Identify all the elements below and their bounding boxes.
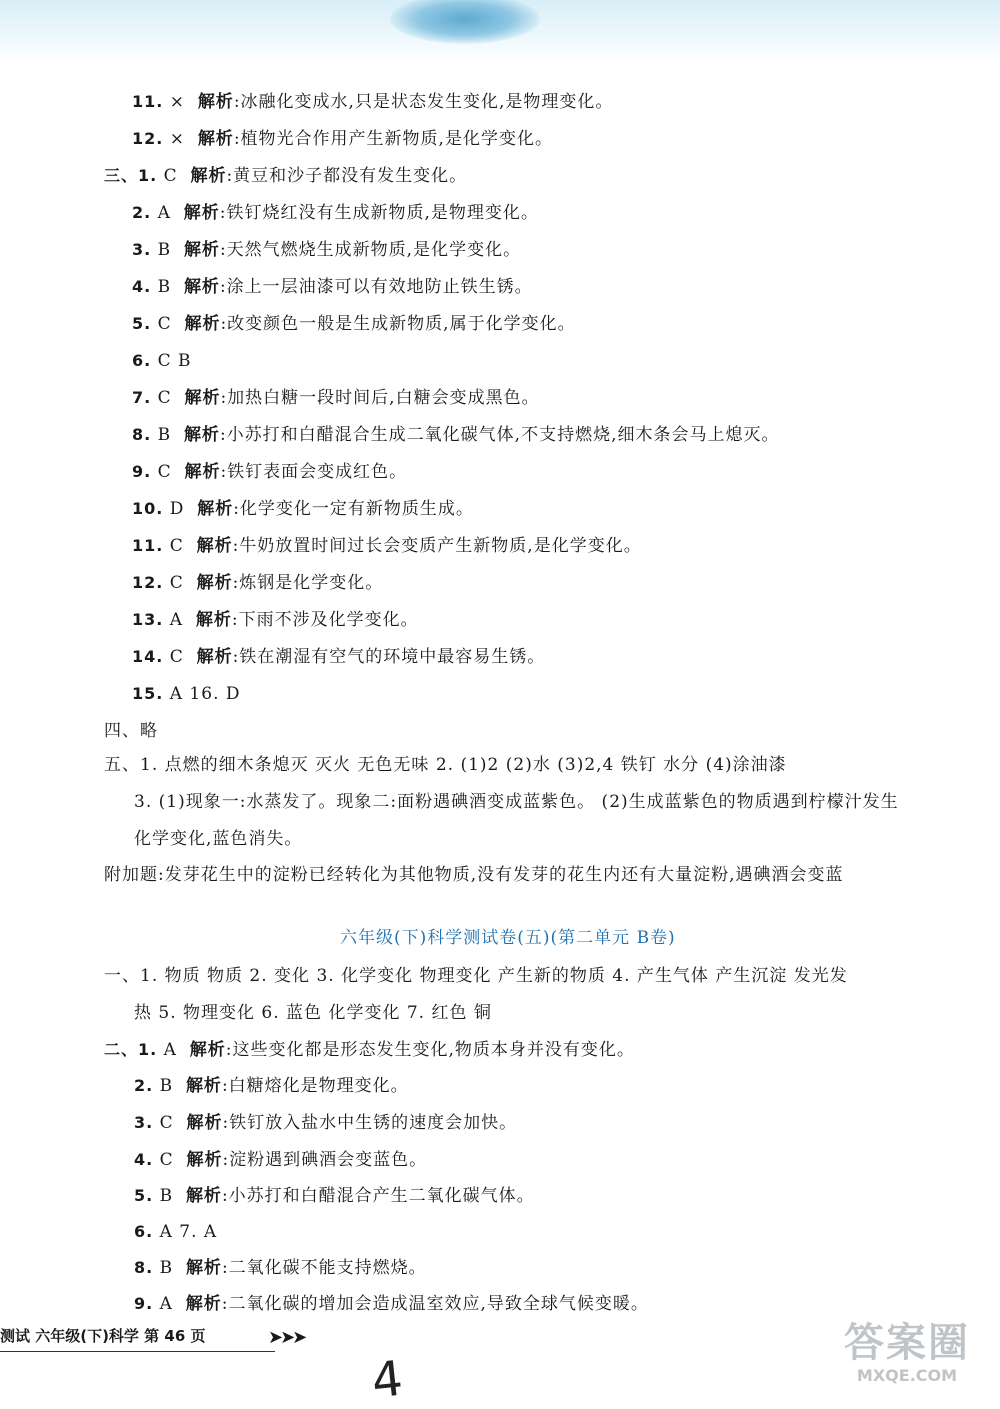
answer: A 7. A [159,1222,218,1242]
analysis-label: 解析 [186,1150,223,1170]
answer-line [134,1112,517,1134]
answer-line [104,1039,635,1061]
question-number: 14. [132,647,164,666]
page-footer [0,1325,320,1349]
answer-line [132,498,474,520]
answer: B [159,1186,174,1206]
question-number: 2. [132,203,152,222]
answer-line [132,387,540,409]
answer-line [134,1293,649,1315]
answer: × [169,129,185,149]
analysis-text: :天然气燃烧生成新物质,是化学变化。 [219,240,522,260]
answer-line [132,128,553,150]
question-number: 10. [132,499,164,518]
answer-line [132,683,241,705]
analysis-text: :植物光合作用产生新物质,是化学变化。 [233,129,553,149]
question-number: 5. [132,314,152,333]
question-number: 5. [134,1186,154,1205]
answer: B [157,425,172,445]
analysis-text: :改变颜色一般是生成新物质,属于化学变化。 [220,314,576,334]
footer-rule [0,1351,275,1352]
analysis-label: 解析 [197,92,234,112]
analysis-text: :二氧化碳不能支持燃烧。 [221,1258,427,1278]
question-number: 6. [132,351,152,370]
answer: C [169,647,184,667]
answer-line [132,350,192,372]
answer-line [132,646,545,668]
analysis-text: :加热白糖一段时间后,白糖会变成黑色。 [220,388,540,408]
answer-line [104,165,467,187]
watermark-domain: MXQE.COM [856,1366,958,1385]
answer: C [159,1150,174,1170]
answer: × [169,92,185,112]
section-five-line-2: 3. (1)现象一:水蒸发了。现象二:面粉遇碘酒变成蓝紫色。 (2)生成蓝紫色的物质遇到柠檬汁发生 [134,792,899,812]
analysis-text: :小苏打和白醋混合产生二氧化碳气体。 [221,1186,535,1206]
answer-line [132,239,521,261]
analysis-label: 解析 [190,166,227,186]
analysis-text: :炼钢是化学变化。 [232,573,384,593]
answer: A [163,1040,177,1060]
question-number: 12. [132,129,164,148]
question-number: 2. [134,1076,154,1095]
answer: A 16. D [169,684,241,704]
answer: C [157,388,172,408]
question-number: 二、1. [104,1040,158,1059]
analysis-text: :铁在潮湿有空气的环境中最容易生锈。 [232,647,546,667]
answer: D [169,499,185,519]
question-number: 9. [132,462,152,481]
handwritten-mark: 4 [369,1350,406,1409]
analysis-text: :铁钉烧红没有生成新物质,是物理变化。 [219,203,539,223]
answer-line [132,461,407,483]
question-number: 三、1. [104,166,158,185]
answer-line [132,91,613,113]
answer-line [132,276,533,298]
answer: C [169,536,184,556]
analysis-text: :淀粉遇到碘酒会变蓝色。 [222,1150,428,1170]
footer-text: 测试 六年级(下)科学 第 46 页 [0,1327,206,1345]
answer-line [134,1185,535,1207]
analysis-text: :涂上一层油漆可以有效地防止铁生锈。 [219,277,533,297]
analysis-text: :小苏打和白醋混合生成二氧化碳气体,不支持燃烧,细木条会马上熄灭。 [219,425,780,445]
part-one-line-1: 一、1. 物质 物质 2. 变化 3. 化学变化 物理变化 产生新的物质 4. 产生气体 产生沉淀 发光发 [104,966,848,986]
question-number: 8. [134,1258,154,1277]
analysis-text: :化学变化一定有新物质生成。 [233,499,474,519]
analysis-text: :牛奶放置时间过长会变质产生新物质,是化学变化。 [232,536,642,556]
analysis-text: :铁钉放入盐水中生锈的速度会加快。 [222,1113,518,1133]
answer-line [134,1149,427,1171]
question-number: 9. [134,1294,154,1313]
watermark-text: 答案圈 [844,1320,970,1366]
answer-line [134,1221,217,1243]
analysis-label: 解析 [183,425,220,445]
question-number: 13. [132,610,164,629]
answer: B [159,1076,174,1096]
answer: C [157,462,172,482]
bonus-question: 附加题:发芽花生中的淀粉已经转化为其他物质,没有发芽的花生内还有大量淀粉,遇碘酒会变蓝 [104,865,844,885]
analysis-label: 解析 [189,1040,226,1060]
watermark-logo [822,1320,992,1400]
question-number: 8. [132,425,152,444]
section-five-line-3: 化学变化,蓝色消失。 [134,829,303,849]
top-decoration-band [0,0,1000,62]
answer-line [132,313,576,335]
question-number: 15. [132,684,164,703]
analysis-text: :这些变化都是形态发生变化,物质本身并没有变化。 [225,1040,635,1060]
analysis-text: :二氧化碳的增加会造成温室效应,导致全球气候变暖。 [221,1294,649,1314]
analysis-label: 解析 [183,240,220,260]
analysis-label: 解析 [196,573,233,593]
question-number: 3. [134,1113,154,1132]
answer: C [163,166,178,186]
analysis-label: 解析 [184,388,221,408]
analysis-label: 解析 [185,1076,222,1096]
answer-line [132,202,539,224]
analysis-label: 解析 [196,647,233,667]
analysis-label: 解析 [197,499,234,519]
analysis-label: 解析 [183,277,220,297]
section-title: 六年级(下)科学测试卷(五)(第二单元 B卷) [340,928,676,948]
analysis-label: 解析 [185,1186,222,1206]
analysis-label: 解析 [186,1113,223,1133]
answer: B [157,277,172,297]
analysis-text: :下雨不涉及化学变化。 [231,610,419,630]
question-number: 11. [132,536,164,555]
analysis-label: 解析 [197,129,234,149]
analysis-label: 解析 [196,536,233,556]
question-number: 6. [134,1222,154,1241]
question-number: 3. [132,240,152,259]
answer: C [159,1113,174,1133]
answer: C [157,314,172,334]
analysis-label: 解析 [183,203,220,223]
answer-line [134,1075,409,1097]
analysis-label: 解析 [185,1294,222,1314]
answer: B [159,1258,174,1278]
section-four: 四、略 [104,721,158,741]
answer-line [134,1257,427,1279]
answer: A [169,610,184,630]
analysis-label: 解析 [184,314,221,334]
analysis-text: :黄豆和沙子都没有发生变化。 [226,166,468,186]
answer: C [169,573,184,593]
answer: B [157,240,172,260]
part-one-line-2: 热 5. 物理变化 6. 蓝色 化学变化 7. 红色 铜 [134,1003,492,1023]
watercolor-splash [390,0,540,44]
analysis-text: :冰融化变成水,只是状态发生变化,是物理变化。 [233,92,614,112]
analysis-label: 解析 [185,1258,222,1278]
arrow-icon: ➤➤➤ [268,1327,305,1348]
answer: A [159,1294,173,1314]
question-number: 4. [132,277,152,296]
analysis-label: 解析 [195,610,232,630]
analysis-text: :白糖熔化是物理变化。 [221,1076,409,1096]
answer-line [132,609,419,631]
answer-line [132,424,779,446]
question-number: 4. [134,1150,154,1169]
answer: C B [157,351,192,371]
section-five-line-1: 五、1. 点燃的细木条熄灭 灭火 无色无味 2. (1)2 (2)水 (3)2,4 铁钉 水分 (4)涂油漆 [104,755,787,775]
answer: A [157,203,171,223]
answer-line [132,572,383,594]
question-number: 11. [132,92,164,111]
analysis-label: 解析 [184,462,221,482]
answer-line [132,535,642,557]
question-number: 12. [132,573,164,592]
analysis-text: :铁钉表面会变成红色。 [220,462,408,482]
question-number: 7. [132,388,152,407]
